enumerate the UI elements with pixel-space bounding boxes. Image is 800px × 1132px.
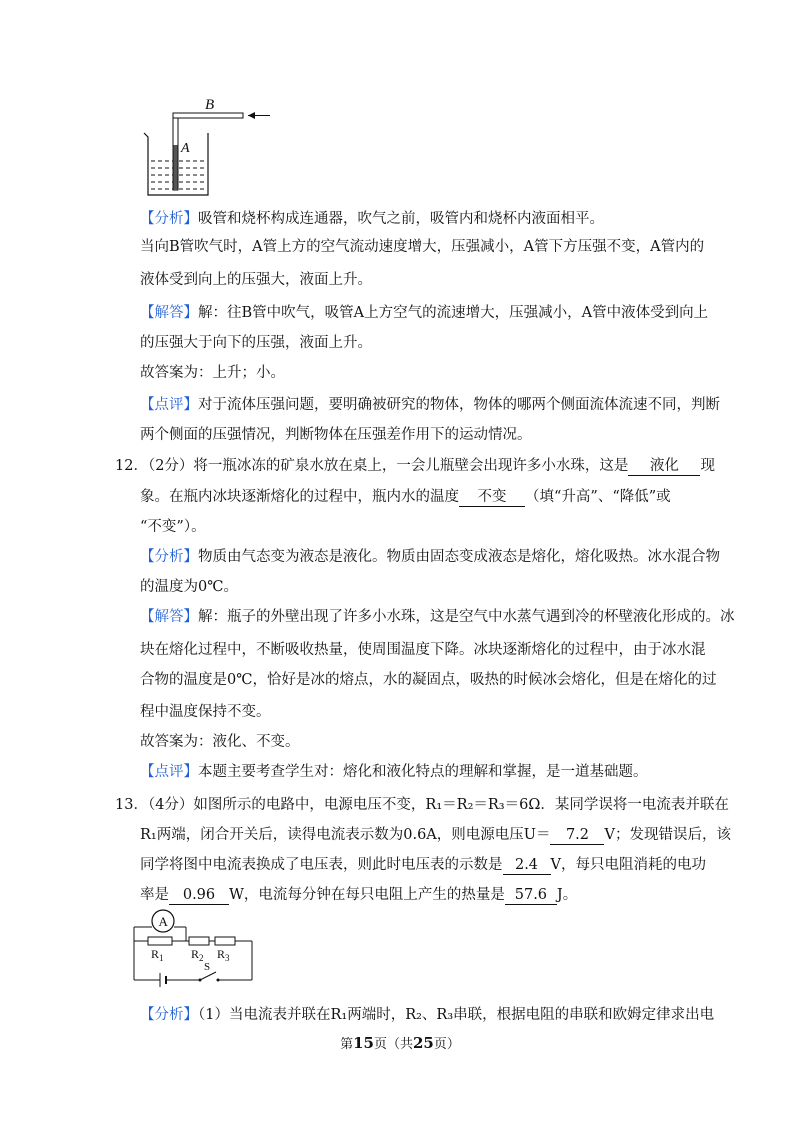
switch-lever bbox=[200, 972, 216, 980]
q12-answer-line4: 程中温度保持不变。 bbox=[140, 704, 271, 720]
q12-comment: 【点评】本题主要考查学生对：熔化和液化特点的理解和掌握，是一道基础题。 bbox=[140, 764, 648, 780]
q13-question-line3: 同学将图中电流表换成了电压表，则此时电压表的示数是 2.4 V，每只电阻消耗的电功 bbox=[140, 857, 706, 873]
resistor-r2 bbox=[189, 937, 209, 945]
q13-blank3: 0.96 bbox=[169, 886, 229, 905]
answer-tag: 【解答】 bbox=[140, 609, 198, 625]
analysis-tag: 【分析】 bbox=[140, 549, 198, 565]
tube-a-liquid bbox=[174, 145, 178, 190]
switch-contact bbox=[217, 979, 220, 982]
q12-blank2: 不变 bbox=[459, 488, 525, 507]
analysis-tag: 【分析】 bbox=[140, 1007, 198, 1023]
page-footer: 第15页（共25页） bbox=[340, 1034, 460, 1052]
comment-tag: 【点评】 bbox=[140, 397, 198, 413]
ammeter-label: A bbox=[158, 914, 168, 929]
current-page-number: 15 bbox=[353, 1034, 374, 1052]
total-pages: 25 bbox=[413, 1034, 434, 1052]
switch-label: S bbox=[204, 961, 211, 973]
q13-analysis: 【分析】（1）当电流表并联在R₁两端时，R₂、R₃串联，根据电阻的串联和欧姆定律求出电 bbox=[140, 1007, 715, 1023]
analysis-tag: 【分析】 bbox=[140, 211, 198, 227]
tube-b-label: B bbox=[205, 97, 215, 113]
q11-final-answer: 故答案为：上升；小。 bbox=[140, 365, 285, 381]
q12-final-answer: 故答案为：液化、不变。 bbox=[140, 734, 300, 750]
q11-answer: 【解答】解：往B管中吹气，吸管A上方空气的流速增大，压强减小，A管中液体受到向上 bbox=[140, 305, 709, 321]
blow-arrow-head bbox=[248, 112, 255, 119]
q13-blank1: 7.2 bbox=[550, 826, 604, 845]
q12-question-line1: 12．（2分）将一瓶冰冻的矿泉水放在桌上，一会儿瓶壁会出现许多小水珠，这是 液化 现 bbox=[115, 458, 715, 474]
tube-b bbox=[173, 113, 243, 118]
resistor-r1 bbox=[148, 937, 172, 945]
r3-label: $R_3$ bbox=[217, 947, 230, 963]
resistor-r3 bbox=[215, 937, 235, 945]
q12-blank1: 液化 bbox=[628, 457, 700, 476]
q12-answer-line3: 合物的温度是0℃，恰好是冰的熔点，水的凝固点，吸热的时候冰会熔化，但是在熔化的过 bbox=[140, 672, 717, 688]
switch-contact bbox=[199, 979, 202, 982]
q13-question-line1: 13．（4分）如图所示的电路中，电源电压不变，R₁＝R₂＝R₃＝6Ω．某同学误将一电流表并联在 bbox=[115, 797, 729, 813]
q12-analysis: 【分析】物质由气态变为液态是液化。物质由固态变成液态是熔化，熔化吸热。冰水混合物 bbox=[140, 549, 720, 565]
q12-question-line3: “不变”）。 bbox=[140, 519, 206, 535]
q13-question-line2: R₁两端，闭合开关后，读得电流表示数为0.6A，则电源电压U＝ 7.2 V；发现错误后，该 bbox=[140, 827, 731, 843]
r1-label: $R_1$ bbox=[151, 947, 164, 963]
r2-label: $R_2$ bbox=[191, 947, 204, 963]
q12-analysis-line2: 的温度为0℃。 bbox=[140, 579, 238, 595]
q13-blank4: 57.6 bbox=[505, 886, 557, 905]
q13-question-line4: 率是 0.96 W，电流每分钟在每只电阻上产生的热量是 57.6 J。 bbox=[140, 887, 578, 903]
q11-analysis: 【分析】吸管和烧杯构成连通器，吹气之前，吸管内和烧杯内液面相平。 bbox=[140, 211, 604, 227]
answer-tag: 【解答】 bbox=[140, 305, 198, 321]
circuit-diagram bbox=[130, 907, 260, 989]
q11-comment: 【点评】对于流体压强问题，要明确被研究的物体，物体的哪两个侧面流体流速不同，判断 bbox=[140, 397, 720, 413]
q12-answer: 【解答】解：瓶子的外壁出现了许多小水珠，这是空气中水蒸气遇到冷的杯壁液化形成的。冰 bbox=[140, 609, 735, 625]
comment-tag: 【点评】 bbox=[140, 764, 198, 780]
q11-comment-line2: 两个侧面的压强情况，判断物体在压强差作用下的运动情况。 bbox=[140, 427, 532, 443]
q11-answer-line2: 的压强大于向下的压强，液面上升。 bbox=[140, 335, 372, 351]
q13-blank2: 2.4 bbox=[503, 856, 551, 875]
tube-a-label: A bbox=[181, 141, 190, 156]
tube-beaker-figure bbox=[140, 95, 280, 200]
q11-analysis-line3: 液体受到向上的压强大，液面上升。 bbox=[140, 272, 372, 288]
q12-answer-line2: 块在熔化过程中，不断吸收热量，使周围温度下降。冰块逐渐熔化的过程中，由于冰水混 bbox=[140, 642, 706, 658]
q12-question-line2: 象。在瓶内冰块逐渐熔化的过程中，瓶内水的温度 不变 （填“升高”、“降低”或 bbox=[140, 489, 671, 505]
q11-analysis-line2: 当向B管吹气时，A管上方的空气流动速度增大，压强减小，A管下方压强不变，A管内的 bbox=[140, 239, 705, 255]
